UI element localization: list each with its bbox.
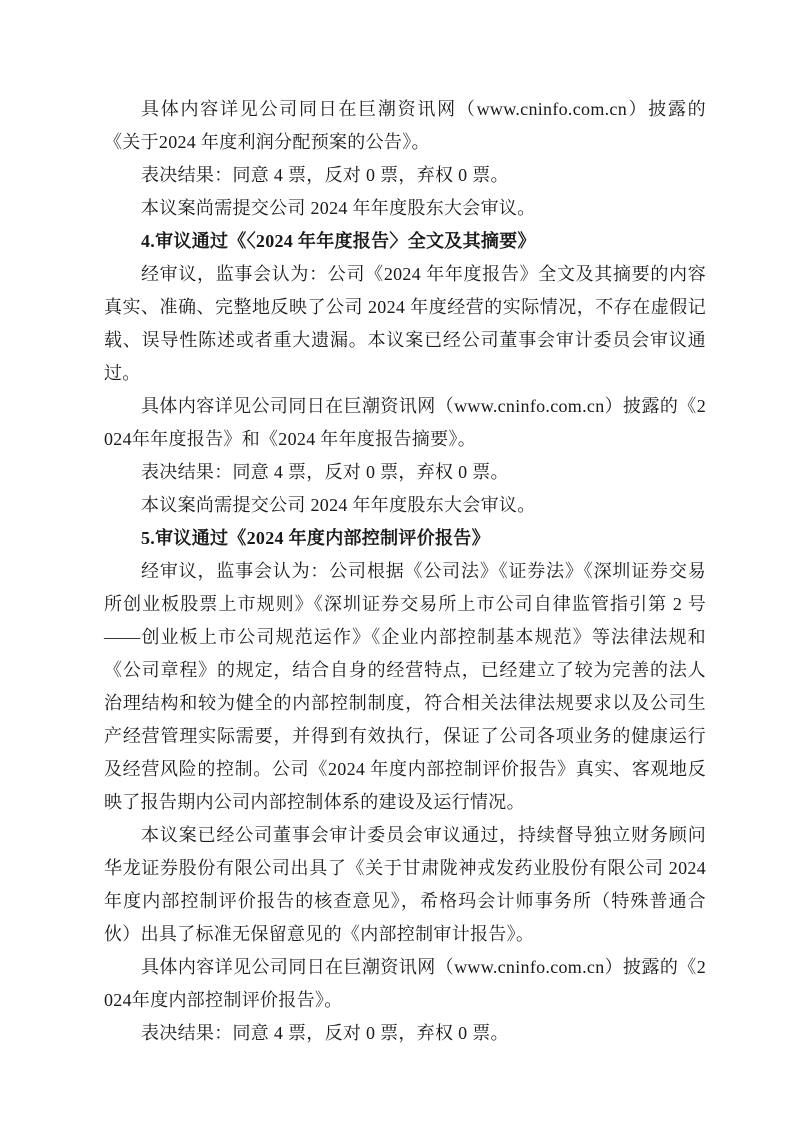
paragraph-vote-result: 表决结果：同意 4 票，反对 0 票，弃权 0 票。 (141, 165, 509, 185)
section-heading-item-5: 5.审议通过《2024 年度内部控制评价报告》 (141, 528, 490, 548)
paragraph-disclosure-annual-report: 具体内容详见公司同日在巨潮资讯网（www.cninfo.com.cn）披露的《2024年年度报告》和《2024 年年度报告摘要》。 (104, 396, 706, 449)
document-body (104, 93, 706, 1050)
paragraph-submit-to-agm: 本议案尚需提交公司 2024 年年度股东大会审议。 (141, 198, 536, 218)
paragraph-annual-report-opinion: 经审议，监事会认为：公司《2024 年年度报告》全文及其摘要的内容真实、准确、完整地反映了公司 2024 年度经营的实际情况，不存在虚假记载、误导性陈述或者重大遗漏。本议案已经公司董事会审计委员会审议通过。 (104, 264, 706, 383)
paragraph-internal-control-opinion: 经审议，监事会认为：公司根据《公司法》《证券法》《深圳证券交易所创业板股票上市规则》《深圳证券交易所上市公司自律监管指引第 2 号——创业板上市公司规范运作》《企业内部控制基本规范》等法律法规和《公司章程》的规定，结合自身的经营特点，已经建立了较为完善的法人治理结构和较为健全的内部控制制度，符合相关法律法规要求以及公司生产经营管理实际需要，并得到有效执行，保证了公司各项业务的健康运行及经营风险的控制。公司《2024 年度内部控制评价报告》真实、客观地反映了报告期内公司内部控制体系的建设及运行情况。 (104, 561, 706, 812)
paragraph-vote-result: 表决结果：同意 4 票，反对 0 票，弃权 0 票。 (141, 462, 509, 482)
paragraph-vote-result: 表决结果：同意 4 票，反对 0 票，弃权 0 票。 (141, 1023, 509, 1043)
section-heading-item-4: 4.审议通过《〈2024 年年度报告〉全文及其摘要》 (141, 231, 536, 251)
paragraph-submit-to-agm: 本议案尚需提交公司 2024 年年度股东大会审议。 (141, 495, 536, 515)
paragraph-disclosure-internal-control-report: 具体内容详见公司同日在巨潮资讯网（www.cninfo.com.cn）披露的《2024年度内部控制评价报告》。 (104, 957, 706, 1010)
paragraph-audit-committee-review: 本议案已经公司董事会审计委员会审议通过，持续督导独立财务顾问华龙证券股份有限公司出具了《关于甘肃陇神戎发药业股份有限公司 2024 年度内部控制评价报告的核查意见》，希格玛会计师事务所（特殊普通合伙）出具了标准无保留意见的《内部控制审计报告》。 (104, 825, 706, 944)
paragraph-disclosure-profit-plan: 具体内容详见公司同日在巨潮资讯网（www.cninfo.com.cn）披露的《关于2024 年度利润分配预案的公告》。 (104, 99, 706, 152)
